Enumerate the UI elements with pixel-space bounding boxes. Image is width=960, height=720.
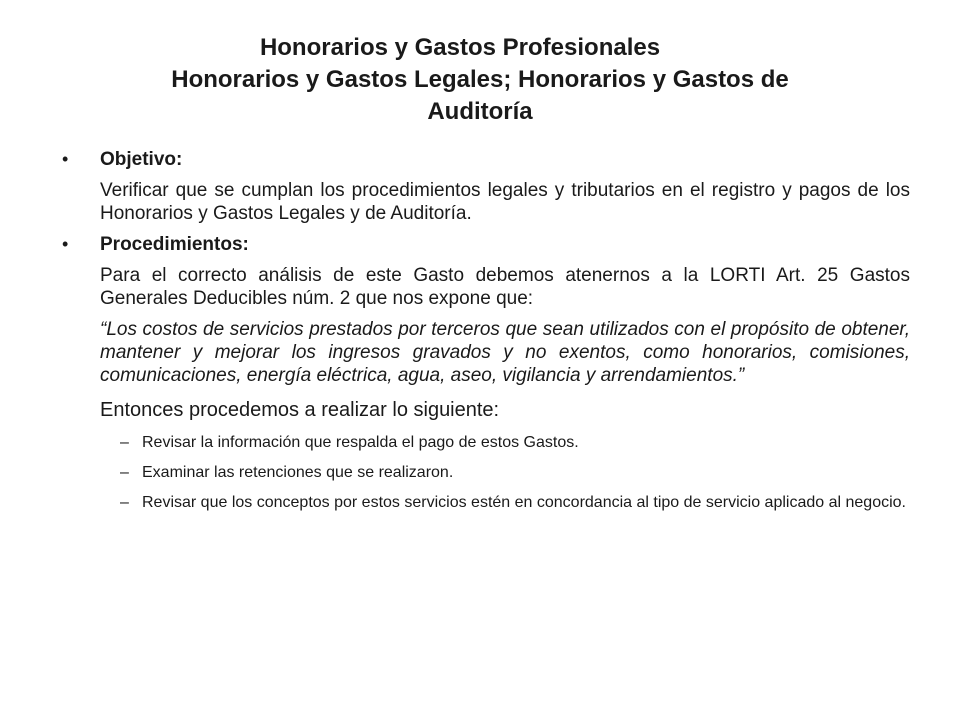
bullet-procedimientos xyxy=(60,233,910,513)
list-item xyxy=(100,462,910,483)
list-item xyxy=(100,432,910,453)
slide-title xyxy=(120,32,840,128)
procedimientos-text: Para el correcto análisis de este Gasto debemos atenernos a la LORTI Art. 25 Gastos Generales Deducibles núm. 2 que nos expone que: xyxy=(100,265,910,309)
lorti-quote: “Los costos de servicios prestados por terceros que sean utilizados con el propósito de obtener, mantener y mejorar los ingresos gravados y no exentos, como honorarios, comisiones, comunicaciones, energía eléctrica, agua, aseo, vigilancia y arrendamientos.” xyxy=(100,319,910,386)
objetivo-heading: Objetivo: xyxy=(100,149,183,170)
objetivo-text: Verificar que se cumplan los procedimientos legales y tributarios en el registro y pagos de los Honorarios y Gastos Legales y de Auditoría. xyxy=(100,180,910,224)
step-text: Revisar que los conceptos por estos servicios estén en concordancia al tipo de servicio aplicado al negocio. xyxy=(142,494,906,511)
then-text: Entonces procedemos a realizar lo siguiente: xyxy=(100,399,500,421)
procedimientos-heading: Procedimientos: xyxy=(100,234,249,255)
title-line-2: Honorarios y Gastos Legales; Honorarios y Gastos de Auditoría xyxy=(171,66,789,125)
bullet-objetivo xyxy=(60,148,910,225)
list-item xyxy=(100,492,910,513)
step-text: Revisar la información que respalda el pago de estos Gastos. xyxy=(142,434,579,451)
steps-list xyxy=(100,432,910,513)
bullet-dot-icon: • xyxy=(62,234,69,254)
title-line-1: Honorarios y Gastos Profesionales xyxy=(259,34,661,61)
dash-icon: – xyxy=(120,494,129,511)
bullet-dot-icon: • xyxy=(62,149,69,169)
slide-body xyxy=(60,148,910,522)
dash-icon: – xyxy=(120,434,129,451)
step-text: Examinar las retenciones que se realizaron. xyxy=(142,464,454,481)
dash-icon: – xyxy=(120,464,129,481)
